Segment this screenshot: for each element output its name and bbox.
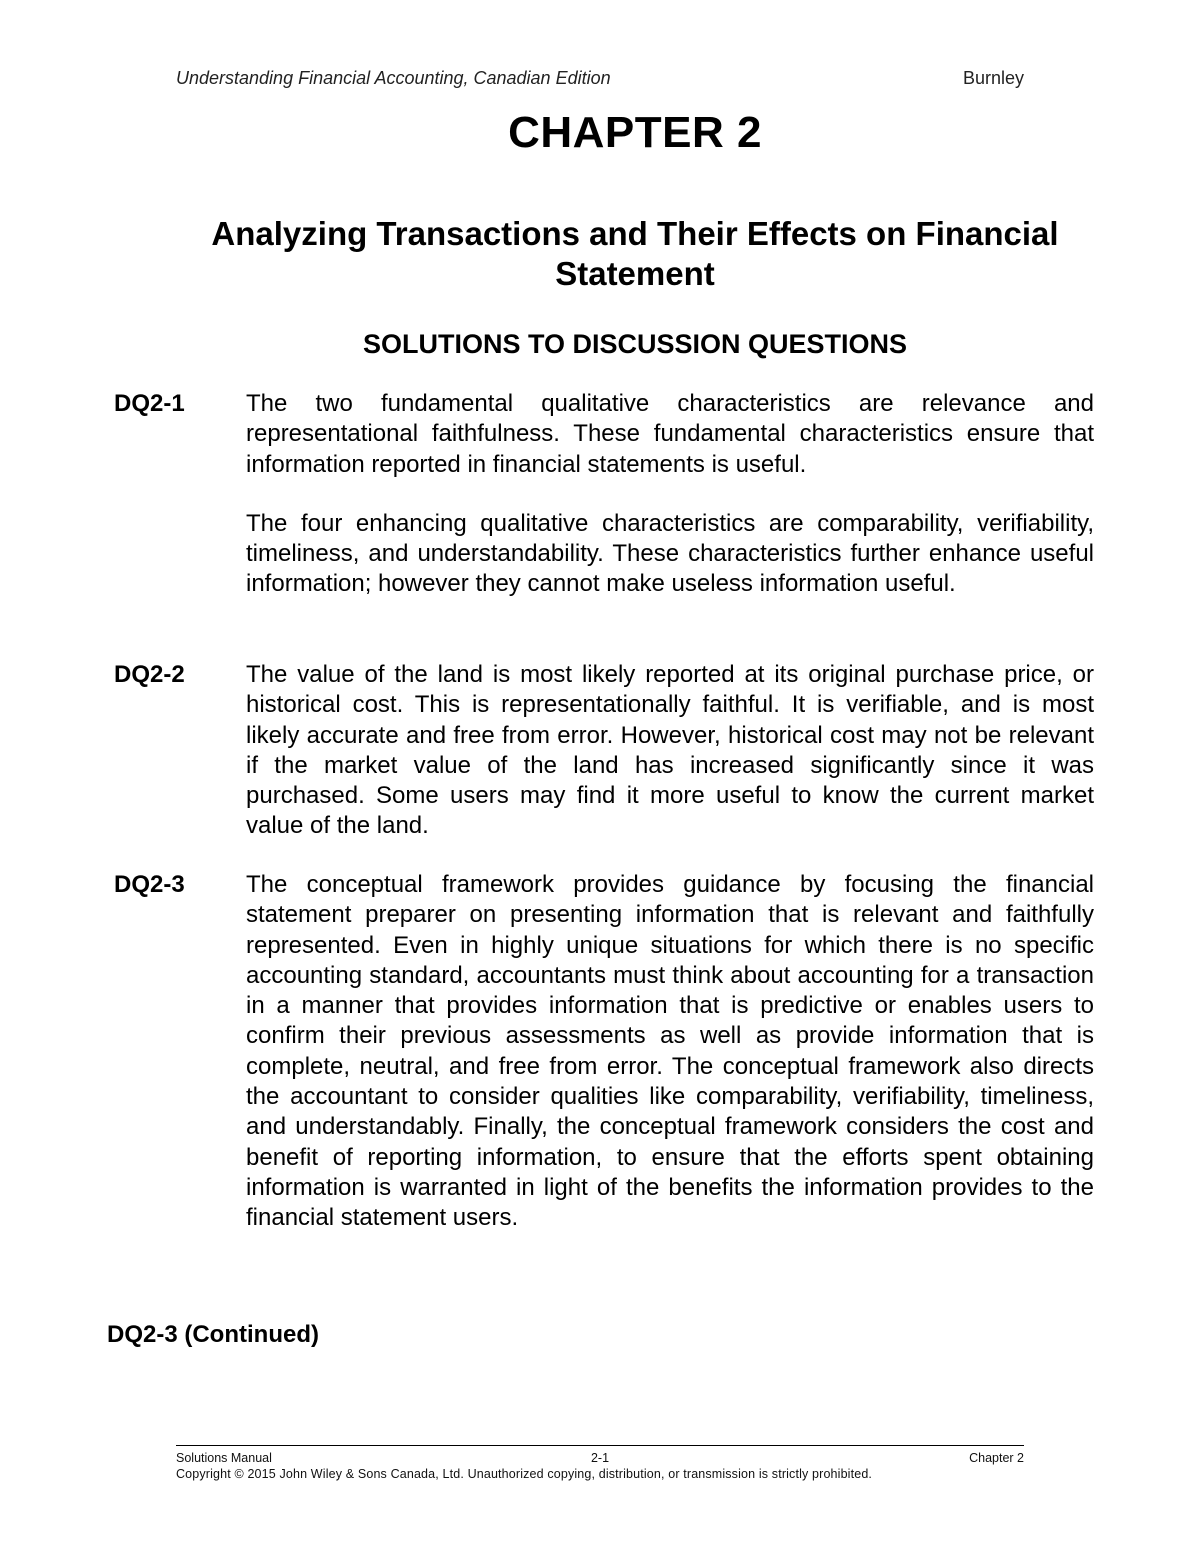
question-answer: [246, 870, 1094, 1234]
copyright-notice: Copyright © 2015 John Wiley & Sons Canada, Ltd. Unauthorized copying, distribution, or transmission is strictly prohibited.: [176, 1467, 873, 1481]
book-title: Understanding Financial Accounting, Canadian Edition: [176, 68, 611, 88]
footer-manual-name: Solutions Manual: [176, 1451, 272, 1465]
question-label: DQ2-2: [114, 661, 185, 688]
chapter-title: CHAPTER 2: [508, 108, 762, 157]
footer-chapter: Chapter 2: [969, 1451, 1024, 1465]
page-footer: [176, 1451, 1024, 1467]
footer-divider: [176, 1445, 1024, 1446]
question-label: DQ2-1: [114, 390, 185, 417]
section-heading: SOLUTIONS TO DISCUSSION QUESTIONS: [362, 329, 908, 359]
chapter-subtitle: Analyzing Transactions and Their Effects on Financial Statement: [211, 215, 1059, 292]
answer-paragraph: The conceptual framework provides guidance by focusing the financial statement preparer on presenting information that is relevant and faithfully represented. Even in highly unique situations for which there is no specific accounting standard, accountants must think about accounting for a transaction in a manner that provides information that is predictive or enables users to confirm their previous assessments as well as provide information that is complete, neutral, and free from error. The conceptual framework also directs the accountant to consider qualities like comparability, verifiability, timeliness, and understandably. Finally, the conceptual framework considers the cost and benefit of reporting information, to ensure that the efforts spent obtaining information is warranted in light of the benefits the information provides to the financial statement users.: [246, 871, 1094, 1232]
running-header: [176, 68, 1024, 94]
answer-paragraph: The two fundamental qualitative characteristics are relevance and representational faithfulness. These fundamental characteristics ensure that information reported in financial statements is useful.: [246, 390, 1094, 478]
question-answer: [246, 389, 1094, 600]
answer-paragraph: The value of the land is most likely reported at its original purchase price, or historical cost. This is representationally faithful. It is verifiable, and is most likely accurate and free from error. However, historical cost may not be relevant if the market value of the land has increased significantly since it was purchased. Some users may find it more useful to know the current market value of the land.: [246, 661, 1094, 840]
author-name: Burnley: [962, 68, 1024, 88]
page-number: 2-1: [590, 1451, 610, 1465]
answer-paragraph: The four enhancing qualitative characteristics are comparability, verifiability, timeliness, and understandability. These characteristics further enhance useful information; however they cannot make useless information useful.: [246, 509, 1094, 598]
continued-heading: DQ2-3 (Continued): [107, 1321, 319, 1348]
question-answer: [246, 660, 1094, 842]
question-label: DQ2-3: [114, 871, 185, 898]
